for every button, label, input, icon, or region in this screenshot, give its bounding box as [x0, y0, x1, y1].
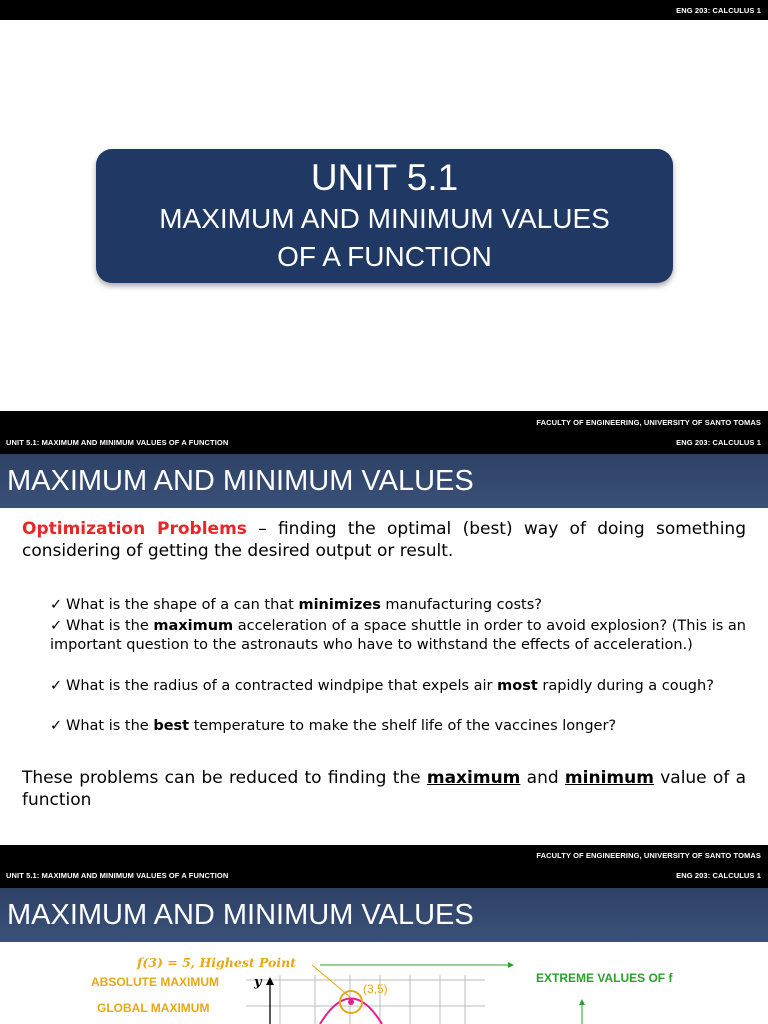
- bullet-item: ✓ What is the shape of a can that minimizes manufacturing costs?: [50, 597, 542, 613]
- maximum-term: maximum: [426, 768, 521, 788]
- unit-subtitle-line1: MAXIMUM AND MINIMUM VALUES: [159, 203, 610, 234]
- y-axis-arrow-icon: [266, 977, 274, 985]
- extreme-up-arrow-icon: [575, 998, 589, 1024]
- slide3-unit-label: UNIT 5.1: MAXIMUM AND MINIMUM VALUES OF A FUNCTION: [6, 871, 229, 880]
- unit-title-box: [96, 149, 673, 283]
- absolute-maximum-label: ABSOLUTE MAXIMUM: [91, 975, 219, 989]
- optimization-intro: [22, 518, 746, 562]
- minimum-term: minimum: [564, 768, 654, 788]
- slide2-faculty-label: FACULTY OF ENGINEERING, UNIVERSITY OF SANTO TOMAS: [536, 418, 761, 427]
- optimization-term: Optimization Problems: [22, 519, 247, 539]
- check-icon: ✓: [50, 678, 63, 694]
- top-header-bar: [0, 0, 768, 20]
- optimization-definition: – finding the optimal (best) way of doing something considering of getting the desired output or result.: [22, 519, 746, 561]
- max-point-label: (3,5): [363, 982, 388, 996]
- slide3-faculty-label: FACULTY OF ENGINEERING, UNIVERSITY OF SANTO TOMAS: [536, 851, 761, 860]
- check-icon: ✓: [50, 597, 63, 613]
- slide2-title: MAXIMUM AND MINIMUM VALUES: [0, 454, 768, 508]
- guide-arrow-icon: [508, 962, 514, 968]
- slide3-title: MAXIMUM AND MINIMUM VALUES: [0, 888, 768, 942]
- global-maximum-label: GLOBAL MAXIMUM: [97, 1001, 210, 1015]
- course-label: ENG 203: CALCULUS 1: [676, 6, 761, 15]
- check-icon: ✓: [50, 618, 63, 634]
- unit-number: UNIT 5.1: [310, 157, 459, 198]
- bullet-item: ✓ What is the best temperature to make the shelf life of the vaccines longer?: [50, 718, 617, 734]
- bullet-item: ✓ What is the radius of a contracted windpipe that expels air most rapidly during a cough?: [50, 678, 714, 694]
- unit-subtitle-line2: OF A FUNCTION: [277, 241, 492, 272]
- slide2-course-label: ENG 203: CALCULUS 1: [676, 438, 761, 447]
- extreme-values-label: EXTREME VALUES OF f: [536, 971, 673, 985]
- slide2-unit-label: UNIT 5.1: MAXIMUM AND MINIMUM VALUES OF A FUNCTION: [6, 438, 229, 447]
- slide3-course-label: ENG 203: CALCULUS 1: [676, 871, 761, 880]
- bullet-item: ✓ What is the maximum acceleration of a space shuttle in order to avoid explosion? (This is an important question to the astronauts who have to withstand the effects of acceleration.): [50, 618, 746, 653]
- closing-statement: These problems can be reduced to finding the maximum and minimum value of a function: [22, 768, 746, 810]
- check-icon: ✓: [50, 718, 63, 734]
- highest-point-annotation: f(3) = 5, Highest Point: [137, 955, 296, 970]
- y-axis-label: y: [254, 975, 262, 990]
- max-point: [348, 999, 354, 1005]
